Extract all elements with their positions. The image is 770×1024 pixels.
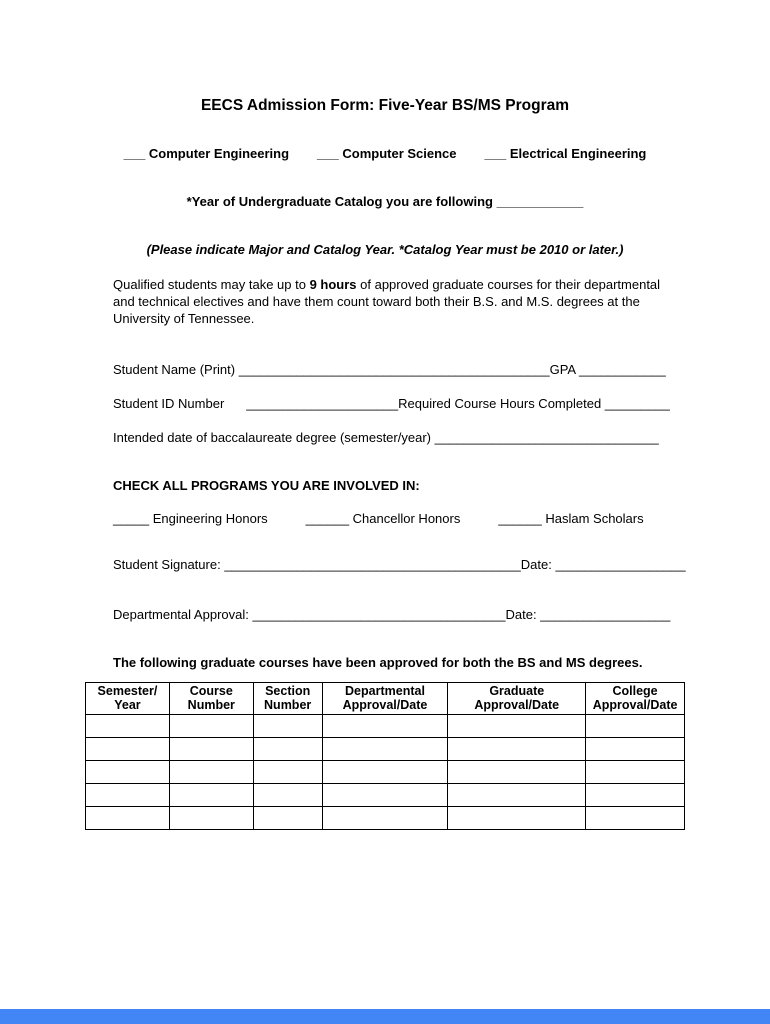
table-cell[interactable]	[448, 761, 586, 784]
table-cell[interactable]	[448, 715, 586, 738]
document-page	[85, 0, 685, 830]
program-option-haslam-scholars	[498, 511, 643, 526]
table-cell[interactable]	[322, 784, 448, 807]
table-cell[interactable]	[169, 738, 253, 761]
table-cell[interactable]	[169, 807, 253, 830]
baccalaureate-date-line	[85, 430, 685, 447]
student-signature-field[interactable]: _________________________________________	[224, 556, 521, 572]
table-cell[interactable]	[253, 761, 322, 784]
table-cell[interactable]	[448, 738, 586, 761]
catalog-year-blank[interactable]: ____________	[496, 194, 584, 210]
program-label-engineering-honors: Engineering Honors	[152, 511, 268, 527]
major-option-computer-engineering	[124, 146, 289, 161]
header-semester-year: Semester/ Year	[86, 682, 170, 715]
student-id-label: Student ID Number	[113, 396, 225, 412]
intro-paragraph	[85, 277, 685, 328]
departmental-date-label: Date:	[505, 606, 541, 622]
table-cell[interactable]	[169, 784, 253, 807]
gpa-field[interactable]: ____________	[579, 362, 666, 378]
major-label-computer-engineering: Computer Engineering	[148, 146, 290, 162]
table-cell[interactable]	[322, 807, 448, 830]
programs-heading: CHECK ALL PROGRAMS YOU ARE INVOLVED IN:	[113, 478, 420, 494]
program-label-haslam-scholars: Haslam Scholars	[545, 511, 644, 527]
table-cell[interactable]	[586, 715, 685, 738]
table-cell[interactable]	[586, 738, 685, 761]
table-cell[interactable]	[322, 738, 448, 761]
intro-text-bold: 9 hours	[309, 276, 357, 292]
table-cell[interactable]	[448, 784, 586, 807]
table-cell[interactable]	[169, 715, 253, 738]
header-college-approval: College Approval/Date	[586, 682, 685, 715]
table-cell[interactable]	[322, 715, 448, 738]
header-graduate-approval: Graduate Approval/Date	[448, 682, 586, 715]
catalog-year-line	[85, 194, 685, 211]
table-cell[interactable]	[86, 807, 170, 830]
table-header-row	[86, 682, 685, 715]
table-cell[interactable]	[86, 784, 170, 807]
student-name-line	[85, 362, 685, 379]
table-cell[interactable]	[253, 784, 322, 807]
student-id-line	[85, 396, 685, 413]
intro-text-pre: Qualified students may take up to	[113, 276, 310, 292]
student-date-field[interactable]: __________________	[555, 556, 686, 572]
table-cell[interactable]	[86, 761, 170, 784]
viewer-footer-bar	[0, 1009, 770, 1024]
gpa-label: GPA	[549, 362, 579, 378]
table-cell[interactable]	[448, 807, 586, 830]
table-cell[interactable]	[586, 784, 685, 807]
major-label-computer-science: Computer Science	[342, 146, 457, 162]
table-row	[86, 761, 685, 784]
table-row	[86, 784, 685, 807]
student-name-field[interactable]: ___________________________________________	[238, 362, 550, 378]
program-blank-chancellor-honors[interactable]: ______	[305, 511, 353, 527]
baccalaureate-date-field[interactable]: _______________________________	[434, 430, 659, 446]
program-blank-haslam-scholars[interactable]: ______	[498, 511, 546, 527]
table-cell[interactable]	[253, 807, 322, 830]
program-label-chancellor-honors: Chancellor Honors	[352, 511, 461, 527]
table-row	[86, 807, 685, 830]
programs-checkline	[85, 511, 685, 528]
departmental-date-field[interactable]: __________________	[540, 606, 671, 622]
table-cell[interactable]	[253, 715, 322, 738]
student-name-label: Student Name (Print)	[113, 362, 239, 378]
header-section-number: Section Number	[253, 682, 322, 715]
major-blank-electrical-engineering[interactable]: ___	[484, 146, 510, 162]
approved-courses-table	[85, 682, 685, 831]
course-hours-label: Required Course Hours Completed	[398, 396, 605, 412]
baccalaureate-date-label: Intended date of baccalaureate degree (semester/year)	[113, 430, 435, 446]
instruction-note: (Please indicate Major and Catalog Year. *Catalog Year must be 2010 or later.)	[146, 241, 624, 257]
major-blank-computer-science[interactable]: ___	[317, 146, 343, 162]
major-label-electrical-engineering: Electrical Engineering	[509, 146, 647, 162]
table-cell[interactable]	[253, 738, 322, 761]
major-option-computer-science	[317, 146, 456, 161]
program-option-engineering-honors	[113, 511, 268, 526]
departmental-approval-field[interactable]: ___________________________________	[252, 606, 506, 622]
page-title: EECS Admission Form: Five-Year BS/MS Program	[200, 97, 570, 114]
header-course-number: Course Number	[169, 682, 253, 715]
departmental-approval-label: Departmental Approval:	[113, 606, 253, 622]
major-blank-computer-engineering[interactable]: ___	[123, 146, 149, 162]
table-row	[86, 738, 685, 761]
student-signature-label: Student Signature:	[113, 556, 225, 572]
table-row	[86, 715, 685, 738]
table-cell[interactable]	[322, 761, 448, 784]
table-cell[interactable]	[586, 807, 685, 830]
major-option-electrical-engineering	[485, 146, 647, 161]
table-cell[interactable]	[169, 761, 253, 784]
student-id-field[interactable]: _____________________	[246, 396, 399, 412]
student-signature-line	[85, 557, 685, 574]
table-cell[interactable]	[86, 738, 170, 761]
header-departmental-approval: Departmental Approval/Date	[322, 682, 448, 715]
courses-table-caption: The following graduate courses have been approved for both the BS and MS degrees.	[113, 654, 643, 670]
table-cell[interactable]	[86, 715, 170, 738]
intro-text-post: of approved graduate courses for their departmental and technical electives and have them count toward both their B.S. and M.S. degrees at the University of Tennessee.	[113, 276, 661, 326]
table-cell[interactable]	[586, 761, 685, 784]
catalog-year-label: *Year of Undergraduate Catalog you are following	[186, 194, 497, 210]
major-checkline	[85, 146, 685, 163]
program-option-chancellor-honors	[306, 511, 461, 526]
student-date-label: Date:	[520, 556, 556, 572]
program-blank-engineering-honors[interactable]: _____	[113, 511, 153, 527]
course-hours-field[interactable]: _________	[604, 396, 670, 412]
departmental-approval-line	[85, 607, 685, 624]
